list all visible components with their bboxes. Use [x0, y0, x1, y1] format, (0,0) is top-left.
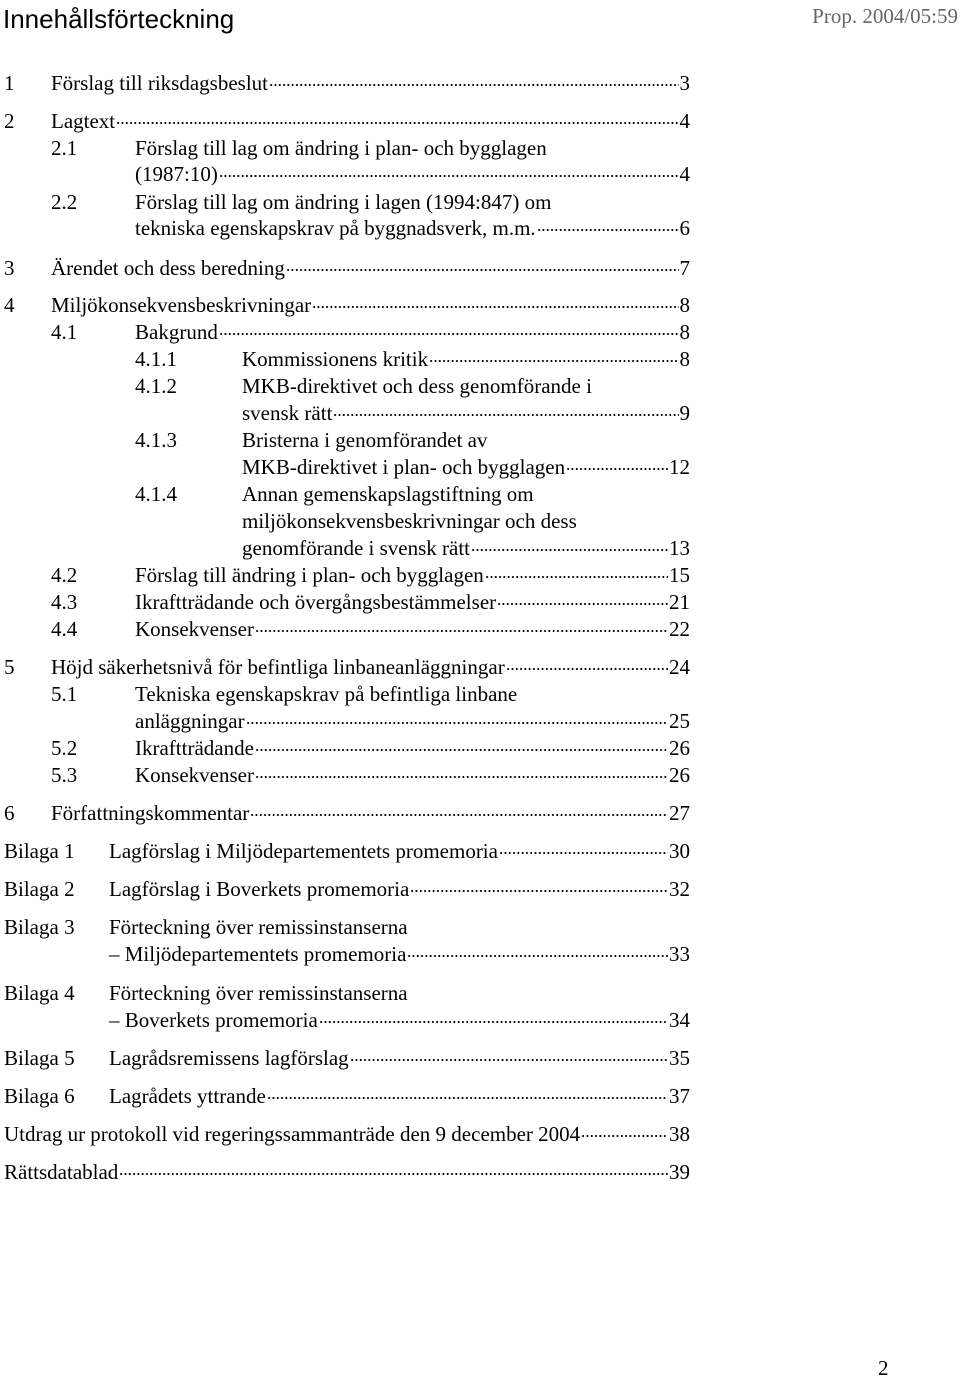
toc-entry[interactable]: [109, 838, 690, 864]
toc-page: 13: [669, 536, 690, 560]
toc-entry-text: Ikraftträdande: [135, 736, 254, 760]
toc-entry-text: miljökonsekvensbeskrivningar och dess: [242, 509, 577, 533]
dot-leader: [267, 1097, 668, 1099]
toc-entry-text: MKB-direktivet i plan- och bygglagen: [242, 455, 566, 479]
toc-page: 39: [669, 1160, 690, 1184]
dot-leader: [319, 1021, 668, 1023]
toc-entry-text: Konsekvenser: [135, 617, 254, 641]
dot-leader: [312, 306, 678, 308]
toc-entry-text: – Boverkets promemoria: [109, 1008, 318, 1032]
toc-page: 8: [679, 320, 690, 344]
toc-number: 4: [4, 293, 15, 317]
toc-entry[interactable]: [135, 562, 690, 588]
toc-number: 4.1.3: [135, 428, 177, 452]
toc-entry[interactable]: [109, 1083, 690, 1109]
toc-entry-text: Kommissionens kritik: [242, 347, 429, 371]
toc-entry-text: svensk rätt: [242, 401, 333, 425]
dot-leader: [581, 1135, 668, 1137]
dot-leader: [410, 890, 668, 892]
dot-leader: [269, 84, 679, 86]
toc-entry[interactable]: [135, 708, 690, 734]
toc-page: 7: [679, 256, 690, 280]
toc-entry[interactable]: [51, 800, 690, 826]
dot-leader: [350, 1059, 668, 1061]
toc-entry-text: Förslag till riksdagsbeslut: [51, 71, 268, 95]
toc-entry-text: Ärendet och dess beredning: [51, 256, 285, 280]
toc-entry[interactable]: [51, 255, 690, 281]
toc-number: Bilaga 2: [4, 877, 75, 901]
toc-entry-text: Bristerna i genomförandet av: [242, 428, 488, 452]
toc-entry-text: Lagförslag i Boverkets promemoria: [109, 877, 410, 901]
toc-page: 24: [669, 655, 690, 679]
toc-entry-text: (1987:10): [135, 162, 218, 186]
proposition-number: Prop. 2004/05:59: [812, 4, 958, 28]
toc-entry-text: tekniska egenskapskrav på byggnadsverk, m.m.: [135, 216, 536, 240]
toc-entry[interactable]: [242, 535, 690, 561]
toc-page: 15: [669, 563, 690, 587]
toc-page: 33: [669, 942, 690, 966]
toc-entry-text: Rättsdatablad: [4, 1160, 119, 1184]
toc-page: 22: [669, 617, 690, 641]
dot-leader: [485, 576, 668, 578]
toc-entry[interactable]: [135, 319, 690, 345]
toc-number: 4.1.2: [135, 374, 177, 398]
toc-page: 32: [669, 877, 690, 901]
toc-number: 4.1: [51, 320, 78, 344]
toc-page: 4: [679, 162, 690, 186]
toc-entry[interactable]: [51, 654, 690, 680]
dot-leader: [255, 630, 668, 632]
dot-leader: [429, 360, 678, 362]
toc-number: 2.1: [51, 136, 78, 160]
toc-number: 4.1.4: [135, 482, 177, 506]
toc-page: 25: [669, 709, 690, 733]
toc-entry-text: Konsekvenser: [135, 763, 254, 787]
toc-entry[interactable]: [109, 941, 690, 967]
toc-number: 2: [4, 109, 15, 133]
toc-entry-text: Förslag till ändring i plan- och bygglagen: [135, 563, 484, 587]
toc-entry[interactable]: [109, 1045, 690, 1071]
toc-page: 12: [669, 455, 690, 479]
toc-entry[interactable]: [242, 346, 690, 372]
toc-page: 38: [669, 1122, 690, 1146]
toc-entry-text: Tekniska egenskapskrav på befintliga linbane: [135, 682, 518, 706]
toc-entry[interactable]: [242, 454, 690, 480]
toc-entry-text: Annan gemenskapslagstiftning om: [242, 482, 534, 506]
toc-page: 27: [669, 801, 690, 825]
toc-page: 35: [669, 1046, 690, 1070]
toc-entry-text: Lagrådets yttrande: [109, 1084, 266, 1108]
toc-entry[interactable]: [4, 1159, 690, 1185]
dot-leader: [566, 468, 668, 470]
toc-entry[interactable]: [51, 292, 690, 318]
toc-entry[interactable]: [135, 616, 690, 642]
toc-number: 4.4: [51, 617, 78, 641]
toc-page: 34: [669, 1008, 690, 1032]
dot-leader: [506, 668, 668, 670]
dot-leader: [219, 175, 679, 177]
toc-entry[interactable]: [51, 108, 690, 134]
toc-page: 4: [679, 109, 690, 133]
toc-number: 3: [4, 256, 15, 280]
toc-entry[interactable]: [135, 215, 690, 241]
toc-page: 3: [679, 71, 690, 95]
toc-entry[interactable]: [4, 1121, 690, 1147]
toc-page: 26: [669, 736, 690, 760]
dot-leader: [250, 814, 668, 816]
toc-entry-text: Ikraftträdande och övergångsbestämmelser: [135, 590, 497, 614]
dot-leader: [407, 955, 668, 957]
toc-number: 5.1: [51, 682, 78, 706]
toc-number: Bilaga 4: [4, 981, 75, 1005]
toc-page: 37: [669, 1084, 690, 1108]
dot-leader: [246, 722, 668, 724]
toc-entry[interactable]: [135, 735, 690, 761]
toc-page: 26: [669, 763, 690, 787]
toc-entry-text: Bakgrund: [135, 320, 218, 344]
toc-entry[interactable]: [135, 589, 690, 615]
toc-page: 8: [679, 347, 690, 371]
toc-entry-text: Utdrag ur protokoll vid regeringssammanträde den 9 december 2004: [4, 1122, 581, 1146]
dot-leader: [497, 603, 668, 605]
page-title: Innehållsförteckning: [3, 4, 235, 34]
toc-entry-text: Lagförslag i Miljödepartementets promemoria: [109, 839, 498, 863]
toc-number: 4.3: [51, 590, 78, 614]
toc-entry-text: Förslag till lag om ändring i plan- och bygglagen: [135, 136, 547, 160]
dot-leader: [537, 229, 679, 231]
toc-entry-text: MKB-direktivet och dess genomförande i: [242, 374, 592, 398]
toc-number: Bilaga 1: [4, 839, 75, 863]
toc-page: 8: [679, 293, 690, 317]
toc-entry-text: – Miljödepartementets promemoria: [109, 942, 407, 966]
toc-page: 21: [669, 590, 690, 614]
toc-number: Bilaga 5: [4, 1046, 75, 1070]
toc-entry[interactable]: [135, 762, 690, 788]
toc-entry-text: Författningskommentar: [51, 801, 250, 825]
toc-number: Bilaga 6: [4, 1084, 75, 1108]
page-number: 2: [878, 1356, 889, 1380]
toc-number: 5.2: [51, 736, 78, 760]
toc-entry[interactable]: [109, 876, 690, 902]
dot-leader: [471, 549, 668, 551]
dot-leader: [255, 749, 668, 751]
toc-number: 1: [4, 71, 15, 95]
toc-entry[interactable]: [242, 400, 690, 426]
toc-number: 2.2: [51, 190, 78, 214]
dot-leader: [333, 414, 678, 416]
toc-number: 5.3: [51, 763, 78, 787]
toc-entry-text: Lagrådsremissens lagförslag: [109, 1046, 349, 1070]
toc-number: 4.1.1: [135, 347, 177, 371]
toc-number: 6: [4, 801, 15, 825]
dot-leader: [499, 852, 668, 854]
toc-entry-text: genomförande i svensk rätt: [242, 536, 471, 560]
toc-entry-text: Lagtext: [51, 109, 116, 133]
dot-leader: [219, 333, 679, 335]
toc-number: Bilaga 3: [4, 915, 75, 939]
toc-entry-text: Förteckning över remissinstanserna: [109, 981, 408, 1005]
toc-number: 4.2: [51, 563, 78, 587]
dot-leader: [286, 269, 679, 271]
toc-number: 5: [4, 655, 15, 679]
toc-entry[interactable]: [51, 70, 690, 96]
toc-page: 9: [679, 401, 690, 425]
dot-leader: [116, 122, 678, 124]
dot-leader: [119, 1173, 668, 1175]
toc-entry-text: anläggningar: [135, 709, 245, 733]
toc-page: 6: [679, 216, 690, 240]
toc-entry[interactable]: [109, 1007, 690, 1033]
toc-entry[interactable]: [135, 161, 690, 187]
toc-page: 30: [669, 839, 690, 863]
toc-entry-text: Förteckning över remissinstanserna: [109, 915, 408, 939]
dot-leader: [255, 776, 668, 778]
toc-entry-text: Förslag till lag om ändring i lagen (1994:847) om: [135, 190, 552, 214]
toc-entry-text: Miljökonsekvensbeskrivningar: [51, 293, 312, 317]
toc-entry-text: Höjd säkerhetsnivå för befintliga linbaneanläggningar: [51, 655, 505, 679]
